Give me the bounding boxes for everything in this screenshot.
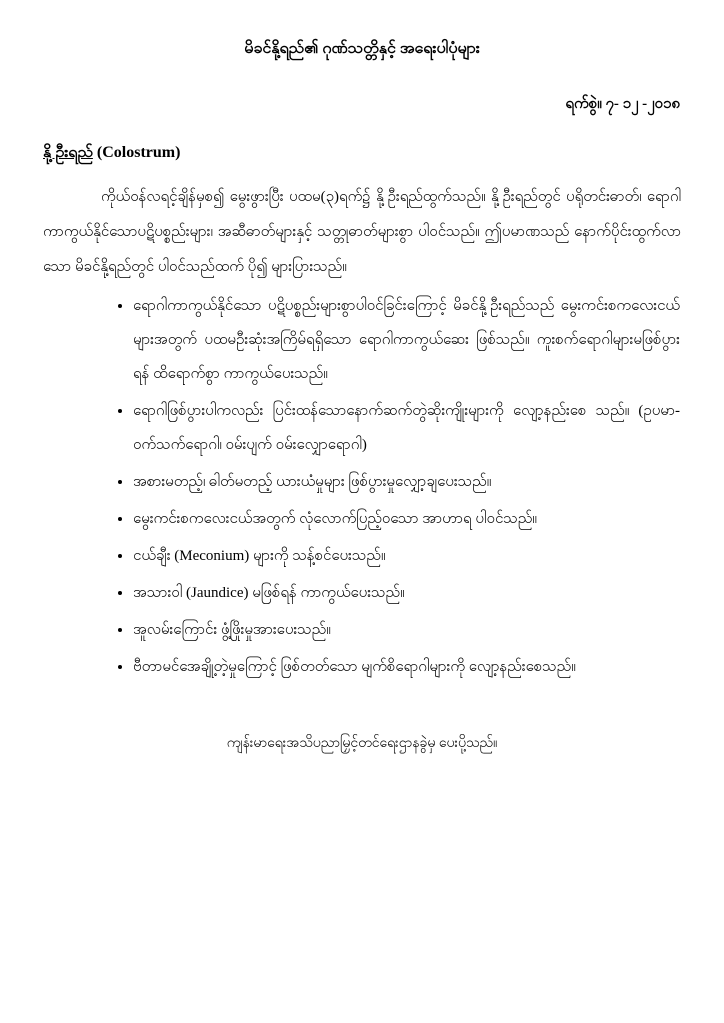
list-item: • ရောဂါကာကွယ်နိုင်သော ပဋိပစ္စည်းများစွာပါဝင်ခြင်းကြောင့် မိခင်နို့ဦးရည်သည် မွေးကင်းစကလေးငယ်များအတွက် ပထမဦးဆုံးအကြိမ်ရရှိသော ရောဂါကာကွယ်ဆေး ဖြစ်သည်။ ကူးစက်ရောဂါများမဖြစ်ပွားရန် ထိရောက်စွာ ကာကွယ်ပေးသည်။ [133, 289, 680, 391]
section-heading-burmese: နို့ဦးရည် [43, 144, 93, 161]
list-item: • ရောဂါဖြစ်ပွားပါကလည်း ပြင်းထန်သောနောက်ဆက်တွဲဆိုးကျိုးများကို လျော့နည်းစေ သည်။ (ဥပမာ- ဝက်သက်ရောဂါ၊ ဝမ်းပျက် ဝမ်းလျှောရောဂါ) [133, 394, 680, 462]
date-line: ရက်စွဲ။ ၇- ၁၂ -၂၀၁၈ [565, 96, 680, 112]
section-heading-latin: (Colostrum) [92, 144, 181, 161]
list-item: • ငယ်ချီး (Meconium) များကို သန့်စင်ပေးသည်။ [133, 539, 680, 573]
section-heading [0, 140, 724, 166]
footer-note: ကျန်းမာရေးအသိပညာမြှင့်တင်ရေးဌာနခွဲမှ ပေးပို့သည်။ [226, 736, 498, 751]
list-item: • အူလမ်းကြောင်း ဖွံ့ဖြိုးမှုအားပေးသည်။ [133, 613, 680, 647]
list-item: • အသားဝါ (Jaundice) မဖြစ်ရန် ကာကွယ်ပေးသည်။ [133, 576, 680, 610]
list-item: • အစားမတည့်၊ ဓါတ်မတည့် ယားယံမှုများ ဖြစ်ပွားမှုလျှော့ချပေးသည်။ [133, 465, 680, 499]
list-item: • မွေးကင်းစကလေးငယ်အတွက် လုံလောက်ပြည့်ဝသော အာဟာရ ပါဝင်သည်။ [133, 502, 680, 536]
benefits-bullet-list [0, 289, 680, 684]
document-title: မိခင်နို့ရည်၏ ဂုဏ်သတ္တိနှင့် အရေးပါပုံများ [244, 40, 480, 57]
list-item: • ဗီတာမင်အေချို့တဲ့မှုကြောင့် ဖြစ်တတ်သော မျက်စိရောဂါများကို လျော့နည်းစေသည်။ [133, 650, 680, 684]
intro-paragraph: ကိုယ်ဝန်လရင့်ချိန်မှစ၍ မွေးဖွားပြီး ပထမ(၃)ရက်၌ နို့ဦးရည်ထွက်သည်။ နို့ဦးရည်တွင် ပရိုတင်းဓာတ်၊ ရောဂါကာကွယ်နိုင်သောပဋိပစ္စည်းများ၊ အဆီဓာတ်များနှင့် သတ္တုဓာတ်များစွာ ပါဝင်သည်။ ဤပမာဏသည် နောက်ပိုင်းထွက်လာသော မိခင်နို့ရည်တွင် ပါဝင်သည်ထက် ပို၍ များပြားသည်။ [43, 189, 681, 275]
